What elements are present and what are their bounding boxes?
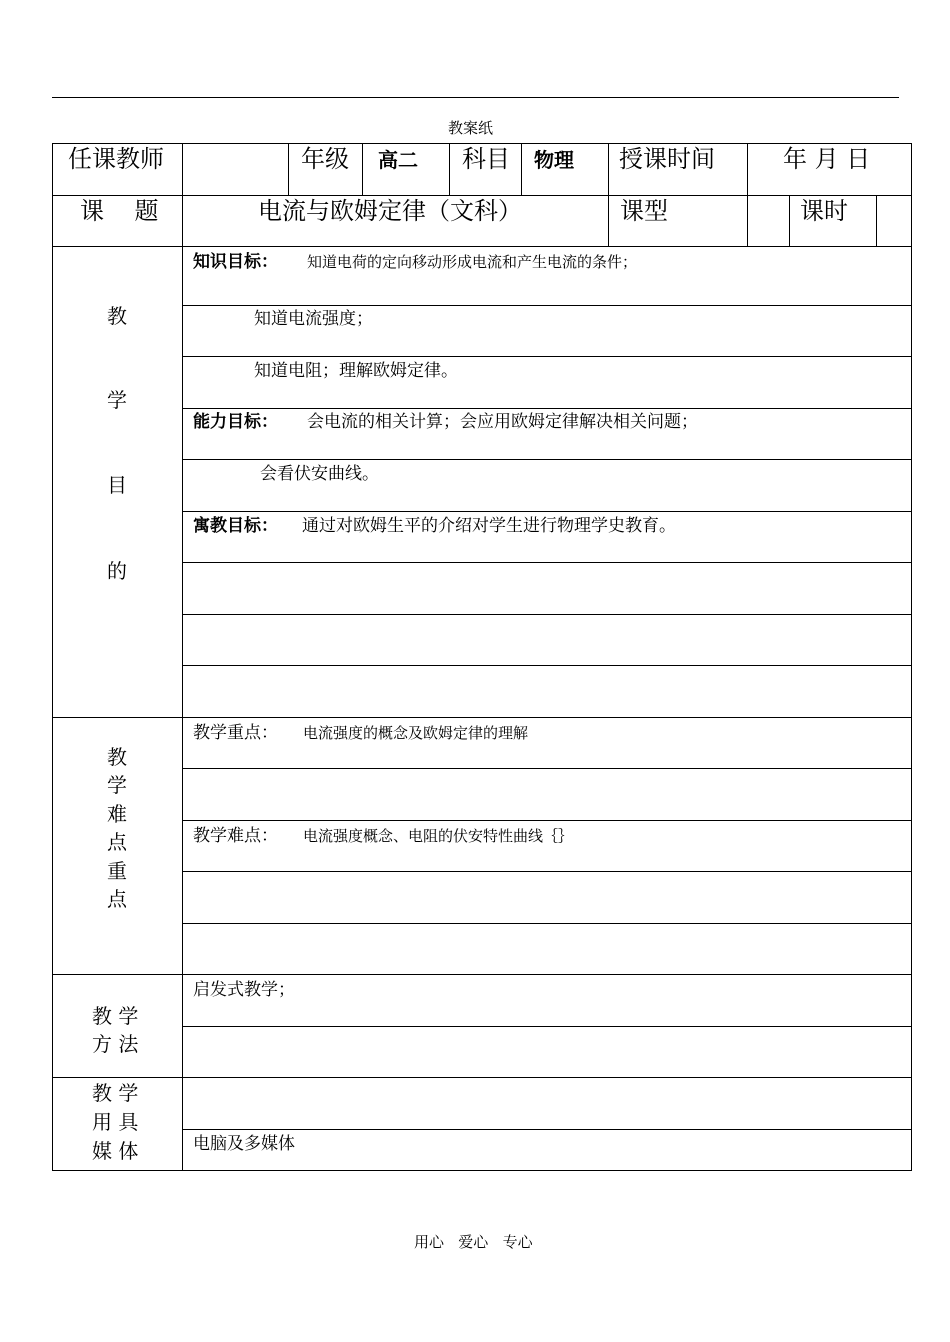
row-divider bbox=[182, 511, 912, 512]
knowledge-goal-1: 知道电荷的定向移动形成电流和产生电流的条件； bbox=[307, 253, 638, 271]
row-divider bbox=[182, 768, 912, 769]
table-border-bottom bbox=[52, 1170, 912, 1171]
grade-value: 高二 bbox=[378, 148, 418, 172]
grade-label: 年级 bbox=[301, 145, 349, 173]
goals-label-char: 的 bbox=[107, 559, 127, 583]
tools-label-line2: 用 具 bbox=[92, 1110, 139, 1134]
row-divider bbox=[182, 871, 912, 872]
keypoints-label-char: 学 bbox=[107, 773, 127, 797]
col-divider bbox=[876, 195, 877, 246]
table-border-left bbox=[52, 143, 53, 1171]
section-divider bbox=[52, 1077, 912, 1078]
moral-goal-label: 寓教目标： bbox=[193, 516, 278, 536]
col-divider bbox=[608, 143, 609, 246]
focus-label: 教学重点： bbox=[193, 723, 278, 743]
page-title: 教案纸 bbox=[448, 119, 494, 137]
type-label: 课型 bbox=[620, 197, 668, 225]
row-divider bbox=[182, 614, 912, 615]
col-divider bbox=[288, 143, 289, 195]
row-divider bbox=[182, 1129, 912, 1130]
row-divider bbox=[52, 246, 912, 247]
keypoints-label-char: 点 bbox=[107, 887, 127, 911]
hours-label: 课时 bbox=[800, 197, 848, 225]
knowledge-goal-2: 知道电流强度； bbox=[254, 309, 373, 329]
keypoints-label-char: 点 bbox=[107, 830, 127, 854]
row-divider bbox=[52, 195, 912, 196]
table-border-top bbox=[52, 143, 912, 144]
subject-label: 科目 bbox=[462, 145, 510, 173]
row-divider bbox=[182, 562, 912, 563]
row-divider bbox=[182, 665, 912, 666]
col-divider-label bbox=[182, 143, 183, 1171]
keypoints-label-char: 教 bbox=[107, 745, 127, 769]
row-divider bbox=[182, 1026, 912, 1027]
ability-goal-label: 能力目标： bbox=[193, 412, 278, 432]
section-divider bbox=[52, 717, 912, 718]
ability-goal-2: 会看伏安曲线。 bbox=[260, 464, 379, 484]
goals-label-char: 目 bbox=[107, 473, 127, 497]
table-border-right bbox=[911, 143, 912, 1171]
tools-label-line1: 教 学 bbox=[92, 1081, 139, 1105]
section-divider bbox=[52, 974, 912, 975]
time-label: 授课时间 bbox=[619, 145, 715, 173]
ability-goal-1: 会电流的相关计算；会应用欧姆定律解决相关问题； bbox=[307, 412, 698, 432]
topic-value: 电流与欧姆定律（文科） bbox=[258, 197, 522, 225]
row-divider bbox=[182, 356, 912, 357]
row-divider bbox=[182, 305, 912, 306]
tools-label-line3: 媒 体 bbox=[92, 1139, 139, 1163]
goals-label-char: 学 bbox=[107, 388, 127, 412]
col-divider bbox=[521, 143, 522, 195]
row-divider bbox=[182, 408, 912, 409]
method-text: 启发式教学； bbox=[193, 980, 295, 1000]
col-divider bbox=[362, 143, 363, 195]
keypoints-label-char: 难 bbox=[107, 802, 127, 826]
difficulty-label: 教学难点： bbox=[193, 826, 278, 846]
col-divider bbox=[449, 143, 450, 195]
goals-label-char: 教 bbox=[107, 304, 127, 328]
subject-value: 物理 bbox=[534, 148, 574, 172]
col-divider bbox=[747, 143, 748, 246]
difficulty-text: 电流强度概念、电阻的伏安特性曲线｛｝ bbox=[303, 827, 574, 845]
keypoints-label-char: 重 bbox=[107, 859, 127, 883]
method-label-line2: 方 法 bbox=[92, 1032, 139, 1056]
top-rule bbox=[52, 97, 899, 98]
focus-text: 电流强度的概念及欧姆定律的理解 bbox=[303, 724, 529, 742]
time-value: 年 月 日 bbox=[783, 145, 871, 173]
knowledge-goal-3: 知道电阻；理解欧姆定律。 bbox=[254, 361, 458, 381]
teacher-label: 任课教师 bbox=[68, 145, 164, 173]
row-divider bbox=[182, 820, 912, 821]
row-divider bbox=[182, 459, 912, 460]
method-label-line1: 教 学 bbox=[92, 1004, 139, 1028]
col-divider bbox=[789, 195, 790, 246]
knowledge-goal-label: 知识目标： bbox=[193, 252, 278, 272]
tools-text: 电脑及多媒体 bbox=[193, 1134, 295, 1154]
moral-goal-1: 通过对欧姆生平的介绍对学生进行物理学史教育。 bbox=[302, 516, 676, 536]
row-divider bbox=[182, 923, 912, 924]
topic-label: 课 题 bbox=[80, 197, 159, 225]
page-footer: 用心 爱心 专心 bbox=[414, 1233, 533, 1251]
